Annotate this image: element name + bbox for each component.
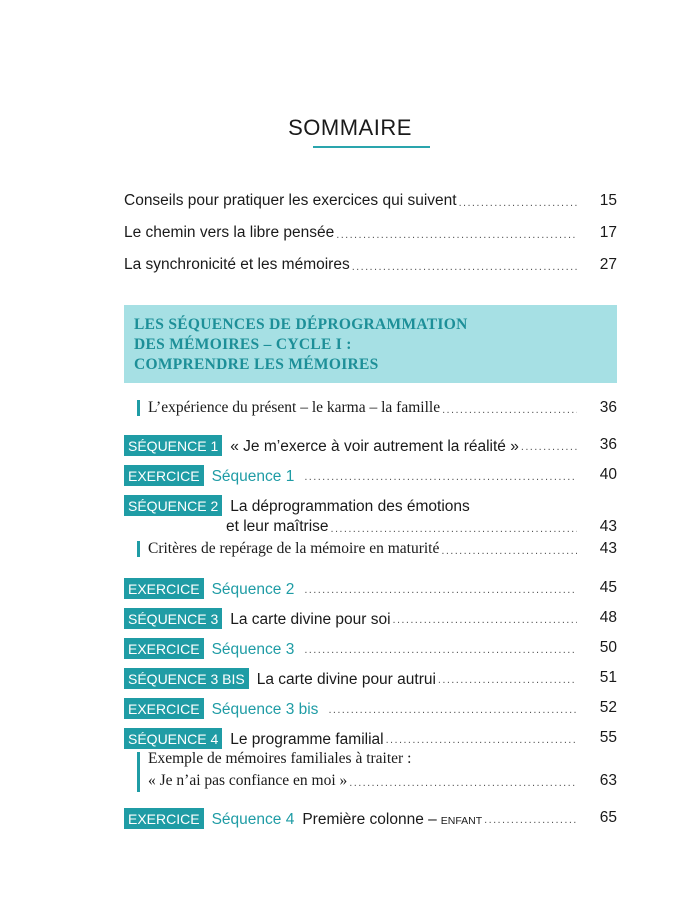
toc-label: Première colonne – (302, 810, 437, 828)
toc-entry-sequence-3[interactable] (124, 605, 617, 631)
toc-entry-exercice-3-bis[interactable] (124, 695, 617, 721)
page-number: 36 (599, 436, 617, 453)
sequence-ref: Séquence 3 bis (211, 700, 319, 718)
leader-dots (521, 441, 577, 458)
toc-label: et leur maîtrise (226, 518, 329, 535)
toc-label: La carte divine pour autrui (256, 670, 436, 688)
toc-label-wrap (124, 808, 482, 829)
leader-dots (386, 734, 577, 751)
page-number: 15 (599, 192, 617, 209)
toc-label: La carte divine pour soi (230, 610, 391, 628)
toc-label: Le programme familial (230, 730, 384, 748)
toc-label: « Je m’exerce à voir autrement la réalité » (230, 437, 519, 455)
leader-dots (328, 704, 577, 721)
sequence-badge: SÉQUENCE 2 (124, 495, 222, 516)
page-number: 45 (599, 579, 617, 596)
leader-dots (442, 404, 577, 421)
sequence-badge: SÉQUENCE 4 (124, 728, 222, 749)
page-number: 48 (599, 609, 617, 626)
toc-label: « Je n’ai pas confiance en moi » (148, 772, 348, 789)
section-header (124, 305, 617, 383)
toc-entry-sequence-3-bis[interactable] (124, 665, 617, 691)
toc-entry-experience[interactable] (124, 395, 617, 421)
accent-bar (137, 400, 140, 416)
page-number: 27 (599, 256, 617, 273)
toc-label-wrap (124, 465, 302, 486)
toc-label: Le chemin vers la libre pensée (124, 224, 335, 241)
page-number: 40 (599, 466, 617, 483)
toc-entry-exercice-2[interactable] (124, 575, 617, 601)
exercice-badge: EXERCICE (124, 698, 204, 719)
sequence-ref: Séquence 4 (211, 810, 295, 828)
sequence-badge: SÉQUENCE 3 BIS (124, 668, 249, 689)
sequence-badge: SÉQUENCE 1 (124, 435, 222, 456)
page-number: 17 (599, 224, 617, 241)
exercice-badge: EXERCICE (124, 578, 204, 599)
exercice-badge: EXERCICE (124, 465, 204, 486)
section-title-line: DES MÉMOIRES – CYCLE I : (134, 336, 352, 353)
leader-dots (441, 545, 577, 562)
toc-entry-exercice-3[interactable] (124, 635, 617, 661)
toc-entry-exemple[interactable] (124, 768, 617, 794)
page-number: 50 (599, 639, 617, 656)
leader-dots (349, 777, 577, 794)
sequence-ref: Séquence 3 (211, 640, 295, 658)
toc-entry-chemin[interactable] (124, 220, 617, 246)
section-title-line: COMPRENDRE LES MÉMOIRES (134, 356, 379, 373)
toc-entry-criteres[interactable] (124, 536, 617, 562)
sequence-ref: Séquence 2 (211, 580, 295, 598)
title-underline (313, 146, 430, 148)
leader-dots (352, 261, 577, 278)
toc-label-wrap (137, 540, 439, 558)
leader-dots (438, 674, 577, 691)
leader-dots (304, 471, 577, 488)
leader-dots (459, 197, 577, 214)
toc-label-wrap (124, 668, 436, 689)
page-number: 51 (599, 669, 617, 686)
toc-entry-synchronicite[interactable] (124, 252, 617, 278)
toc-label-wrap (124, 435, 519, 456)
toc-label: L’expérience du présent – le karma – la famille (148, 399, 441, 416)
page-number: 43 (599, 540, 617, 557)
toc-label: Exemple de mémoires familiales à traiter : (148, 750, 412, 767)
toc-label: La synchronicité et les mémoires (124, 256, 350, 273)
leader-dots (484, 814, 577, 831)
toc-label-wrap (124, 638, 302, 659)
leader-dots (304, 644, 577, 661)
exercice-badge: EXERCICE (124, 638, 204, 659)
page-number: 65 (599, 809, 617, 826)
leader-dots (393, 614, 577, 631)
section-title-line: LES SÉQUENCES DE DÉPROGRAMMATION (134, 316, 468, 333)
sequence-ref: Séquence 1 (211, 467, 295, 485)
page-number: 43 (599, 518, 617, 535)
toc-entry-sequence-4[interactable] (124, 725, 617, 751)
page-number: 63 (599, 772, 617, 789)
accent-bar (137, 541, 140, 557)
toc-label-wrap (124, 608, 391, 629)
toc-label: Critères de repérage de la mémoire en maturité (148, 540, 440, 557)
toc-label-wrap (124, 698, 326, 719)
toc-label: La déprogrammation des émotions (230, 497, 470, 515)
toc-label-small: ENFANT (440, 814, 483, 827)
page-number: 36 (599, 399, 617, 416)
page-number: 52 (599, 699, 617, 716)
exercice-badge: EXERCICE (124, 808, 204, 829)
toc-entry-sequence-1[interactable] (124, 432, 617, 458)
toc-entry-exercice-4[interactable] (124, 805, 617, 831)
toc-entry-conseils[interactable] (124, 188, 617, 214)
page-number: 55 (599, 729, 617, 746)
toc-label-wrap (137, 399, 440, 417)
toc-label-wrap (124, 495, 470, 516)
toc-label-wrap (124, 728, 384, 749)
toc-label: Conseils pour pratiquer les exercices qui suivent (124, 192, 457, 209)
toc-label-wrap (124, 578, 302, 599)
sequence-badge: SÉQUENCE 3 (124, 608, 222, 629)
leader-dots (336, 229, 577, 246)
page-title: SOMMAIRE (288, 115, 412, 140)
toc-entry-exercice-1[interactable] (124, 462, 617, 488)
leader-dots (304, 584, 577, 601)
